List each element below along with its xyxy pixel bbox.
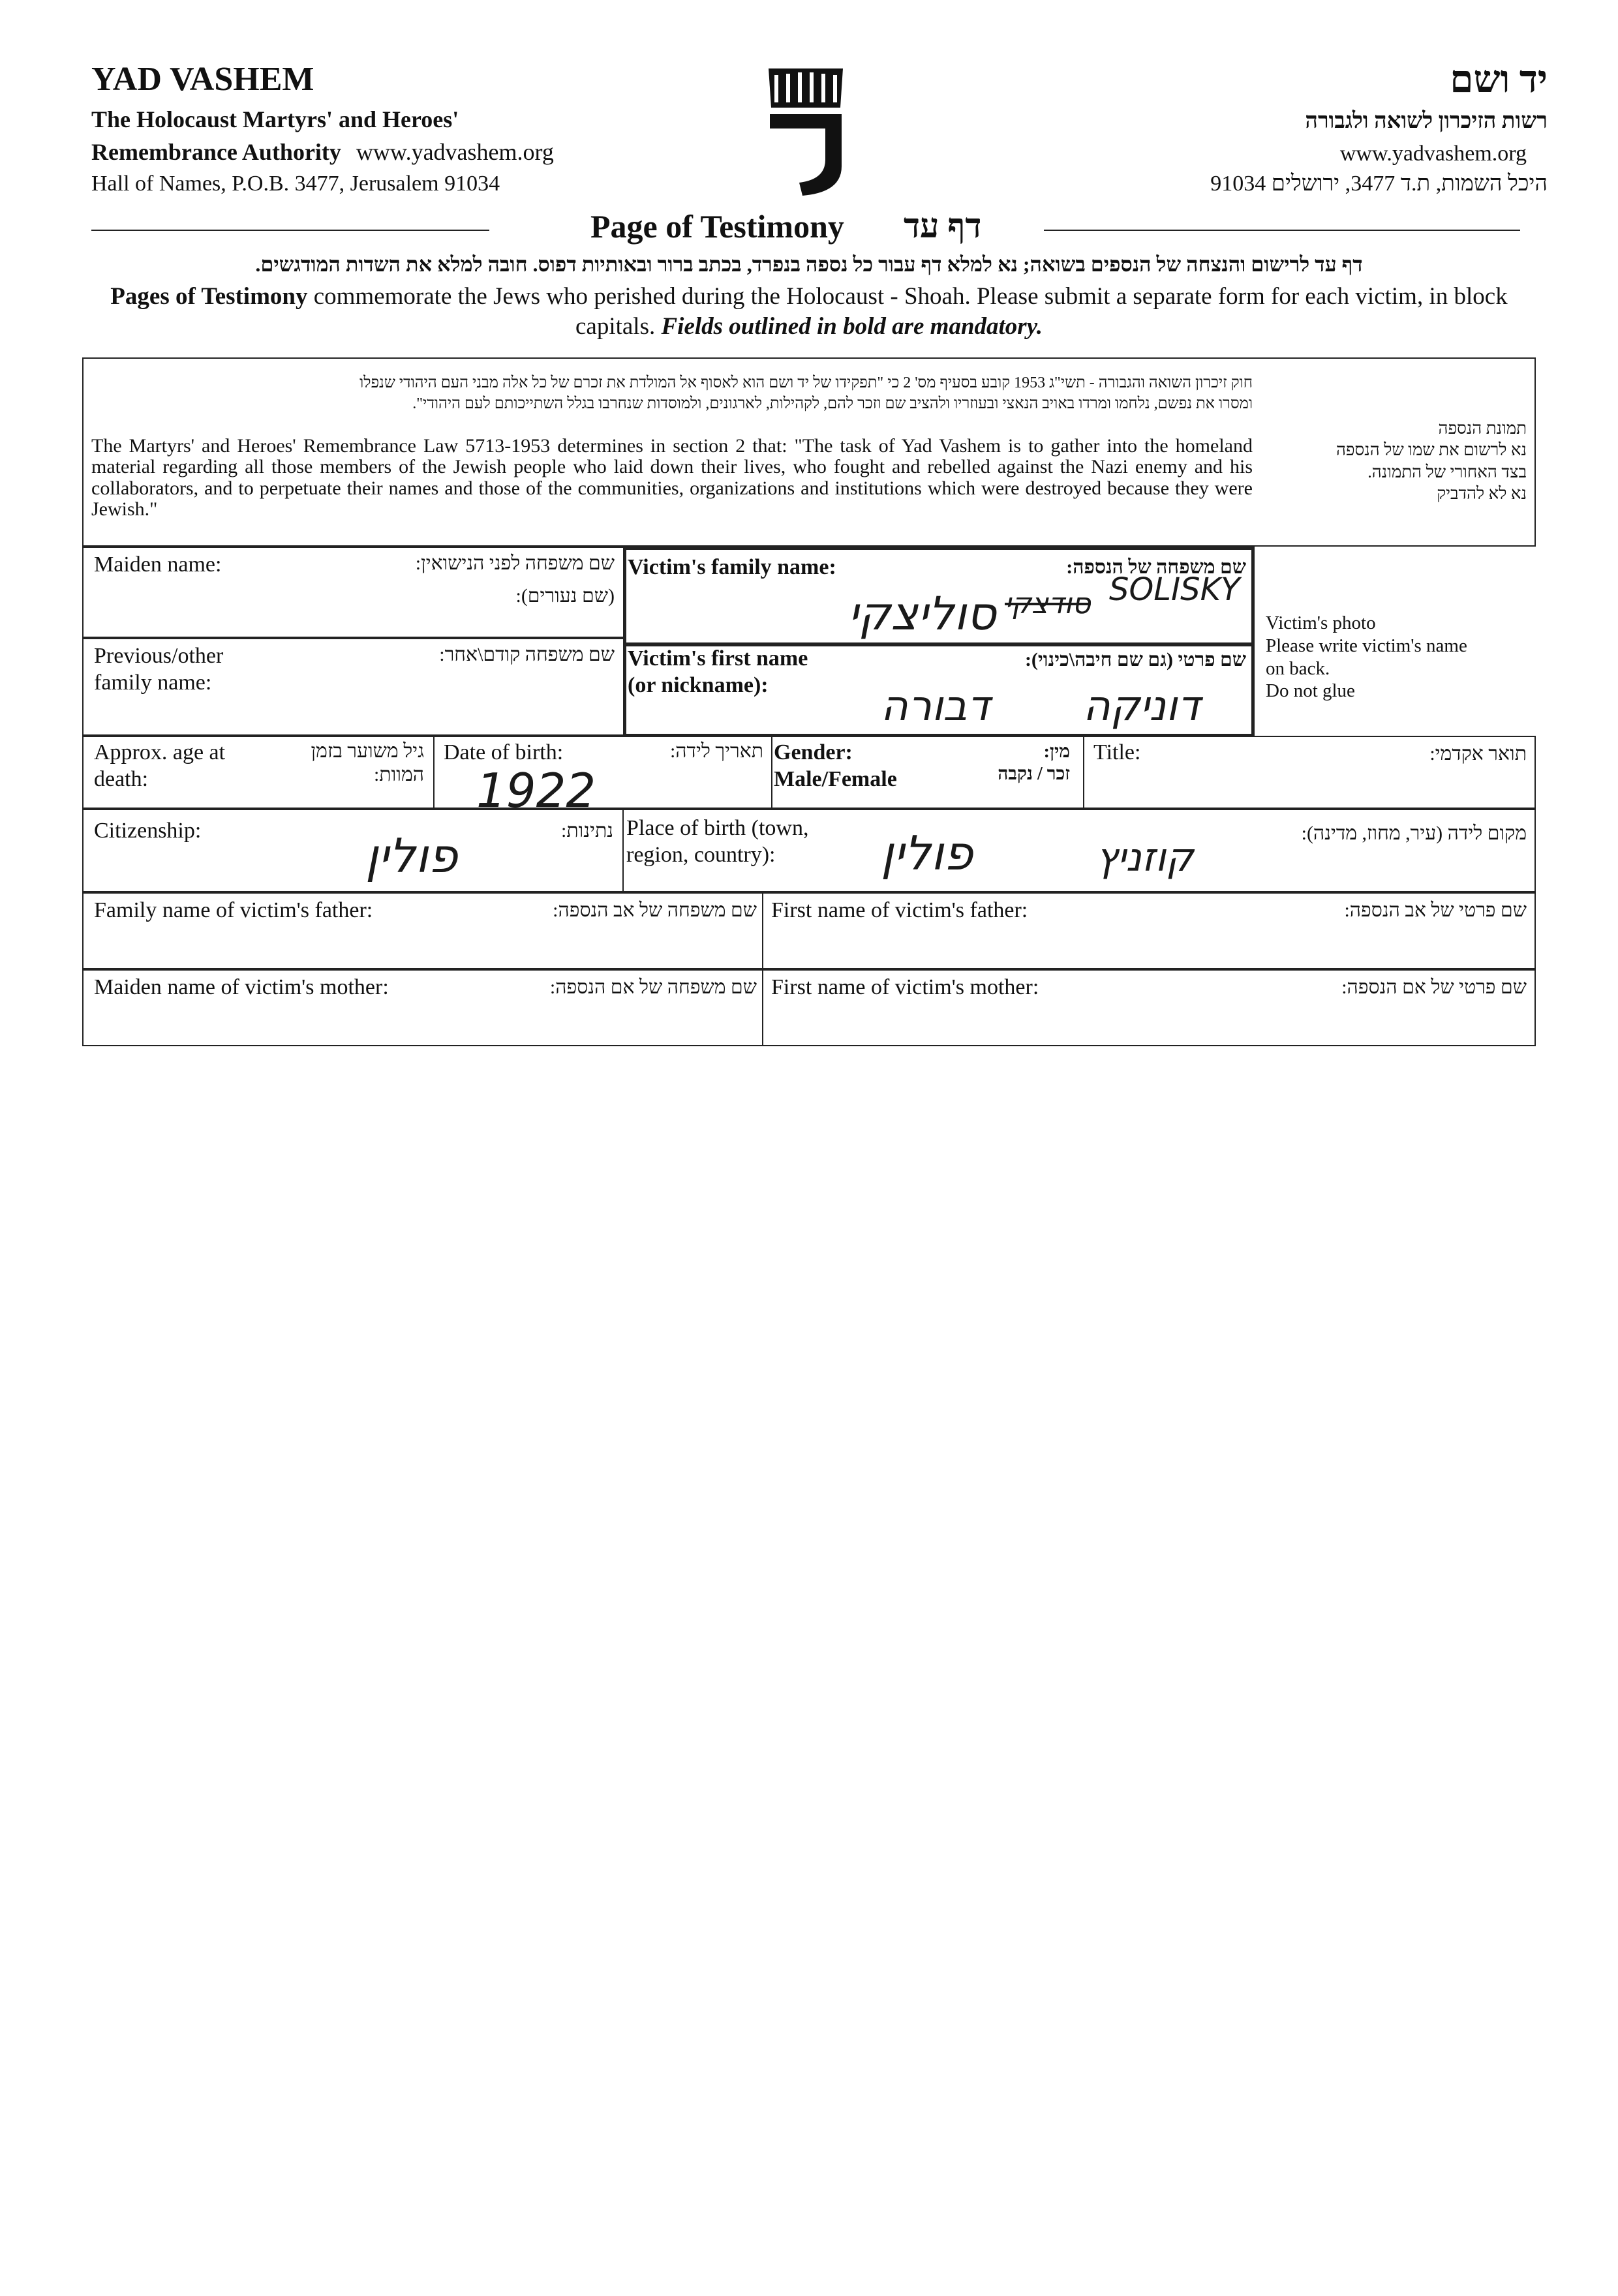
intro-en-rest: commemorate the Jews who perished during the Holocaust - Shoah. Please submit a separate form for each victim, in block capitals. — [307, 283, 1508, 340]
title-label-en: Title: — [1093, 740, 1141, 764]
gender-label-he — [998, 741, 1070, 785]
intro-en-italic: Fields outlined in bold are mandatory. — [661, 313, 1043, 340]
maiden-name-label-he1: שם משפחה לפני הנישואין: — [415, 552, 615, 574]
org-subtitle-2-en: Remembrance Authority — [91, 139, 341, 165]
intro-en-bold: Pages of Testimony — [110, 283, 308, 310]
father-first-name-label-en: First name of victim's father: — [771, 898, 1028, 922]
pob-hw-2: קוזניץ — [1096, 835, 1194, 881]
victim-first-name-hw-1: דבורה — [881, 682, 990, 731]
mother-maiden-name-label-he: שם משפחה של אם הנספה: — [549, 976, 757, 998]
father-first-name-label-he: שם פרטי של אב הנספה: — [1344, 899, 1527, 921]
photo-he-3: בצד האחורי של התמונה. — [1367, 462, 1527, 481]
law-he-line1: חוק זיכרון השואה והגבורה - תשי"ג 1953 קובע בסעיף מס' 2 כי "תפקידו של יד ושם הוא לאסוף אל המולדת את זכרם של כל אלה מבני העם היהודי שנפלו — [359, 374, 1253, 391]
org-subtitle-2-row — [91, 138, 554, 166]
photo-he-1: תמונת הנספה — [1438, 419, 1527, 438]
previous-name-label-he: שם משפחה קודם\אחר: — [439, 644, 615, 665]
gender-label-en — [774, 740, 897, 793]
maiden-name-label-he2: (שם נעורים): — [515, 585, 615, 607]
dob-label-he: תאריך לידה: — [669, 740, 763, 762]
dob-label-en: Date of birth: — [444, 740, 564, 764]
victim-family-name-hw-struck: סודצקי — [1005, 587, 1091, 620]
logo-flames — [769, 68, 843, 108]
age-label-en-2: death: — [94, 766, 149, 791]
address-en: Hall of Names, P.O.B. 3477, Jerusalem 91034 — [91, 172, 500, 196]
intro-he: דף עד לרישום והנצחה של הנספים בשואה; נא למלא דף עבור כל נספה בנפרד, בכתב ברור ובאותיות דפוס. חובה למלא את השדות המודגשים. — [255, 252, 1363, 276]
title-label-he: תואר אקדמי: — [1429, 743, 1527, 764]
citizenship-hw: פולין — [365, 828, 458, 883]
photo-en-4: Do not glue — [1266, 680, 1355, 702]
victim-family-name-hw-en: SOLISKY — [1109, 571, 1240, 608]
victim-family-name-label-en: Victim's family name: — [628, 555, 836, 579]
mother-maiden-name-label-en: Maiden name of victim's mother: — [94, 975, 389, 999]
photo-instructions-he — [1336, 417, 1527, 504]
page-title-en: Page of Testimony — [590, 208, 844, 245]
victim-family-name-hw-he: סוליצקי — [848, 587, 996, 641]
victim-first-name-label-en — [628, 646, 808, 699]
father-family-name-label-he: שם משפחה של אב הנספה: — [553, 899, 757, 921]
pob-label-he: מקום לידה (עיר, מחוז, מדינה): — [1301, 823, 1527, 844]
pob-label-en-2: region, country): — [626, 842, 776, 867]
org-subtitle-he: רשות הזיכרון לשואה ולגבורה — [1305, 109, 1548, 133]
previous-name-label-en-2: family name: — [94, 670, 212, 695]
age-label-he-2: המוות: — [373, 764, 424, 785]
org-name-en: YAD VASHEM — [91, 61, 314, 98]
dob-hw: 1922 — [476, 763, 596, 818]
logo-hook — [770, 114, 842, 196]
photo-en-1: Victim's photo — [1266, 612, 1376, 633]
photo-instructions-en — [1266, 612, 1467, 702]
pob-label-en-1: Place of birth (town, — [626, 816, 809, 840]
mother-first-name-label-en: First name of victim's mother: — [771, 975, 1039, 999]
victim-first-name-hw-2: דוניקה — [1083, 682, 1200, 731]
maiden-name-label-en: Maiden name: — [94, 552, 222, 577]
photo-he-4: נא לא להדביק — [1437, 483, 1527, 503]
previous-name-label-en-1: Previous/other — [94, 644, 224, 668]
gender-label-he-2: זכר / נקבה — [998, 763, 1070, 784]
citizenship-label-en: Citizenship: — [94, 819, 202, 843]
gender-label-en-1: Gender: — [774, 740, 853, 764]
law-he-line2: ומסרו את נפשם, נלחמו ומרדו באויב הנאצי ובעוזריו ולהציב שם וזכר להם, לקהילות, לארגונים, ולמוסדות שנחרבו בגלל השתייכותם לעם היהודי". — [412, 395, 1253, 412]
age-label-he-1: גיל משוער בזמן — [311, 740, 424, 762]
title-rule-right — [1044, 230, 1520, 231]
gender-label-en-2: Male/Female — [774, 766, 897, 791]
photo-en-2: Please write victim's name — [1266, 635, 1467, 656]
citizenship-label-he: נתינות: — [561, 820, 613, 841]
address-he: היכל השמות, ת.ד 3477, ירושלים 91034 — [1210, 172, 1548, 196]
title-rule-left — [91, 230, 489, 231]
victim-first-name-label-he: שם פרטי (גם שם חיבה\כינוי): — [1024, 649, 1246, 671]
age-label-en — [94, 740, 225, 793]
page-title-he: דף עד — [904, 208, 982, 245]
intro-en — [98, 282, 1520, 342]
yad-vashem-logo — [763, 62, 848, 199]
law-en: The Martyrs' and Heroes' Remembrance Law 5713-1953 determines in section 2 that: "The task of Yad Vashem is to gather into the homeland material regarding all those members of the Jewish people who laid down their lives, who fought and rebelled against the Nazi enemy and his collaborators, and to perpetuate their names and those of the communities, organizations and institutions which were destroyed because they were Jewish." — [91, 435, 1253, 521]
org-subtitle-1-en: The Holocaust Martyrs' and Heroes' — [91, 106, 459, 132]
pob-hw-1: פולין — [881, 826, 973, 881]
photo-he-2: נא לרשום את שמו של הנספה — [1336, 440, 1527, 460]
org-name-he: יד ושם — [1450, 58, 1548, 100]
age-label-he — [311, 740, 424, 787]
victim-first-name-label-en-2: (or nickname): — [628, 672, 769, 697]
age-label-en-1: Approx. age at — [94, 740, 226, 764]
victim-first-name-label-en-1: Victim's first name — [628, 646, 808, 671]
gender-label-he-1: מין: — [1043, 742, 1070, 762]
previous-name-label-en — [94, 643, 223, 697]
pob-label-en — [626, 815, 809, 869]
victim-family-name-label-he: שם משפחה של הנספה: — [1066, 556, 1246, 578]
father-family-name-label-en: Family name of victim's father: — [94, 898, 373, 922]
photo-en-3: on back. — [1266, 657, 1330, 679]
mother-first-name-label-he: שם פרטי של אם הנספה: — [1341, 976, 1527, 998]
website-he-side: www.yadvashem.org — [1339, 142, 1527, 166]
website-en: www.yadvashem.org — [356, 139, 554, 165]
